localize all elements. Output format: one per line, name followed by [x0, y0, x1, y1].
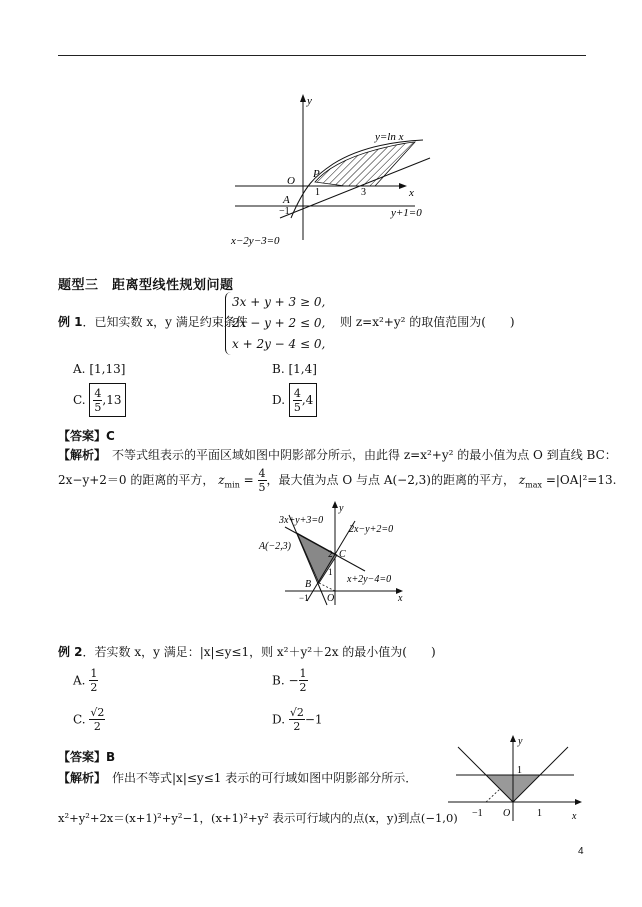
ex1-stem-tail: 则 z=x²+y² 的取值范围为( ) — [340, 315, 515, 329]
ex1-analysis-line-1: 【解析】 不等式组表示的平面区域如图中阴影部分所示，由此得 z=x²+y² 的最小值为点 O 到直线 BC： — [58, 448, 617, 462]
figure-v-region — [442, 735, 588, 827]
ex2-stem: 例 2．若实数 x，y 满足：|x|≤y≤1，则 x²＋y²＋2x 的最小值为( ) — [58, 645, 436, 659]
ex2-option-b: B. − $\frac{1}{2}$ — [272, 667, 307, 694]
svg-text:2x−y+2=0: 2x−y+2=0 — [349, 524, 394, 535]
ex1-constraint-system: 3x + y + 3 ≥ 0, 2x − y + 2 ≤ 0, x + 2y − 4 ≤ 0, — [225, 292, 325, 355]
ex2-option-a: A. $\frac{1}{2}$ — [73, 667, 98, 694]
svg-text:y: y — [339, 503, 344, 514]
svg-text:2: 2 — [328, 549, 333, 559]
svg-text:3x+y+3=0: 3x+y+3=0 — [279, 515, 324, 526]
ex1-option-b: B. [1,4] — [272, 362, 317, 376]
section-title: 题型三 距离型线性规划问题 — [58, 278, 234, 293]
ex2-answer: 【答案】B — [58, 750, 116, 764]
ex1-stem: 例 1．已知实数 x，y 满足约束条件 — [58, 315, 248, 329]
svg-text:x−2y−3=0: x−2y−3=0 — [231, 235, 280, 247]
svg-text:O: O — [327, 593, 335, 604]
svg-text:C: C — [339, 549, 346, 560]
svg-text:y=ln x: y=ln x — [375, 131, 404, 143]
svg-text:O: O — [503, 808, 511, 819]
fig2-distance-dash — [319, 583, 335, 591]
ex2-analysis-line-2: x²+y²+2x＝(x+1)²+y²−1，(x+1)²+y² 表示可行域内的点(x，y)到点(−1,0) — [58, 811, 458, 825]
fig1-hatched-region — [315, 142, 415, 186]
svg-text:B: B — [305, 579, 312, 590]
svg-text:x: x — [572, 811, 577, 822]
svg-text:x: x — [409, 187, 414, 199]
svg-text:3: 3 — [361, 187, 366, 198]
svg-text:O: O — [287, 175, 295, 187]
svg-text:P: P — [313, 168, 320, 180]
svg-text:1: 1 — [537, 808, 542, 819]
svg-text:x: x — [398, 593, 403, 604]
svg-text:x+2y−4=0: x+2y−4=0 — [347, 574, 392, 585]
figure-ln-region — [225, 90, 445, 250]
svg-text:−1: −1 — [279, 206, 290, 217]
svg-text:1: 1 — [328, 567, 333, 577]
svg-text:A: A — [283, 194, 290, 206]
figure-triangle-region — [255, 497, 415, 609]
svg-text:1: 1 — [517, 765, 522, 776]
ex1-option-c: C. $\frac{4}{5}$ ,13 — [73, 383, 126, 417]
ex1-analysis-line-2: 2x−y+2＝0 的距离的平方， $z_{min}$ = $\frac{4}{5}$ ，最大值为点 O 与点 A(−2,3)的距离的平方， $z_{max} =|OA|^2=13$. — [58, 467, 617, 494]
ex1-label: 例 1 — [58, 315, 83, 329]
page-number: 4 — [578, 846, 584, 857]
svg-text:y: y — [307, 95, 312, 107]
ex1-answer: 【答案】C — [58, 429, 115, 443]
ex1-option-d: D. $\frac{4}{5}$ ,4 — [272, 383, 317, 417]
svg-text:1: 1 — [315, 187, 320, 198]
svg-text:y: y — [518, 736, 523, 747]
svg-text:−1: −1 — [299, 593, 309, 603]
ex2-option-c: C. $\frac{√2}{2}$ — [73, 706, 105, 733]
ex2-option-d: D. $\frac{√2}{2}$ −1 — [272, 706, 323, 733]
header-rule — [58, 55, 586, 56]
svg-text:A(−2,3): A(−2,3) — [259, 541, 292, 552]
ex2-analysis-line-1: 【解析】 作出不等式|x|≤y≤1 表示的可行域如图中阴影部分所示． — [58, 771, 418, 785]
svg-text:−1: −1 — [472, 808, 483, 819]
ex1-option-a: A. [1,13] — [73, 362, 126, 376]
svg-text:y+1=0: y+1=0 — [391, 207, 422, 219]
fig3-distance-dash — [486, 789, 500, 802]
